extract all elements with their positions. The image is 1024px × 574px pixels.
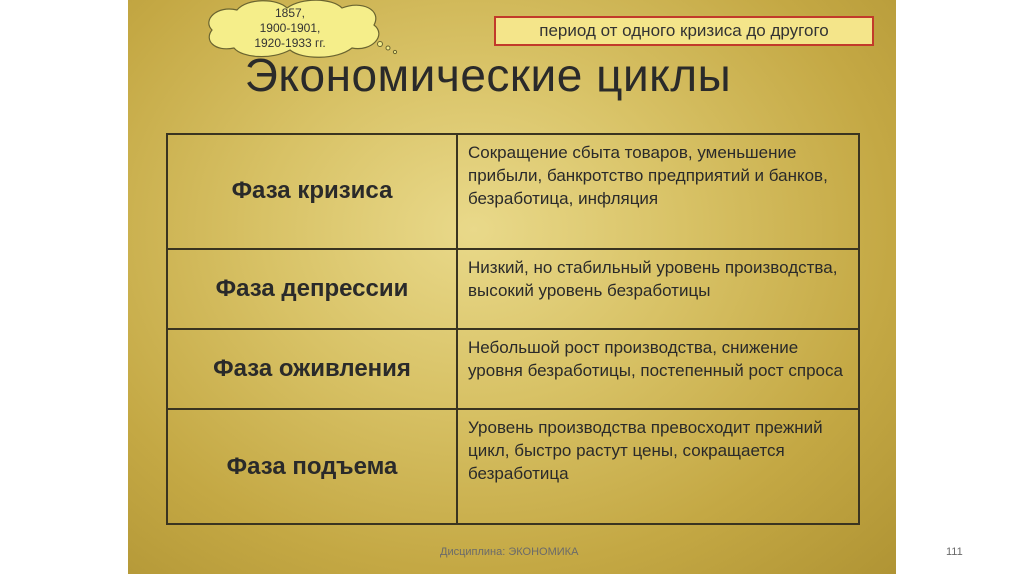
cloud-year-3: 1920-1933 гг.	[254, 36, 326, 50]
phase-description: Уровень производства превосходит прежний цикл, быстро растут цены, сокращается безработица	[457, 409, 859, 524]
slide	[128, 0, 896, 574]
cloud-text	[202, 6, 378, 51]
phase-name: Фаза депрессии	[167, 249, 457, 329]
definition-callout: период от одного кризиса до другого	[494, 16, 874, 46]
phase-name: Фаза подъема	[167, 409, 457, 524]
phase-description: Сокращение сбыта товаров, уменьшение прибыли, банкротство предприятий и банков, безработица, инфляция	[457, 134, 859, 249]
slide-title: Экономические циклы	[244, 49, 732, 101]
table-row	[167, 134, 859, 249]
phase-name: Фаза оживления	[167, 329, 457, 409]
table-row	[167, 249, 859, 329]
phase-description: Низкий, но стабильный уровень производства, высокий уровень безработицы	[457, 249, 859, 329]
page-number: 111	[946, 546, 963, 558]
table-row	[167, 409, 859, 524]
cloud-year-1: 1857,	[274, 6, 306, 20]
cloud-year-2: 1900-1901,	[259, 21, 321, 35]
phase-description: Небольшой рост производства, снижение уровня безработицы, постепенный рост спроса	[457, 329, 859, 409]
phase-name: Фаза кризиса	[167, 134, 457, 249]
phases-table	[166, 133, 860, 525]
footer-discipline: Дисциплина: ЭКОНОМИКА	[440, 546, 579, 558]
table-row	[167, 329, 859, 409]
